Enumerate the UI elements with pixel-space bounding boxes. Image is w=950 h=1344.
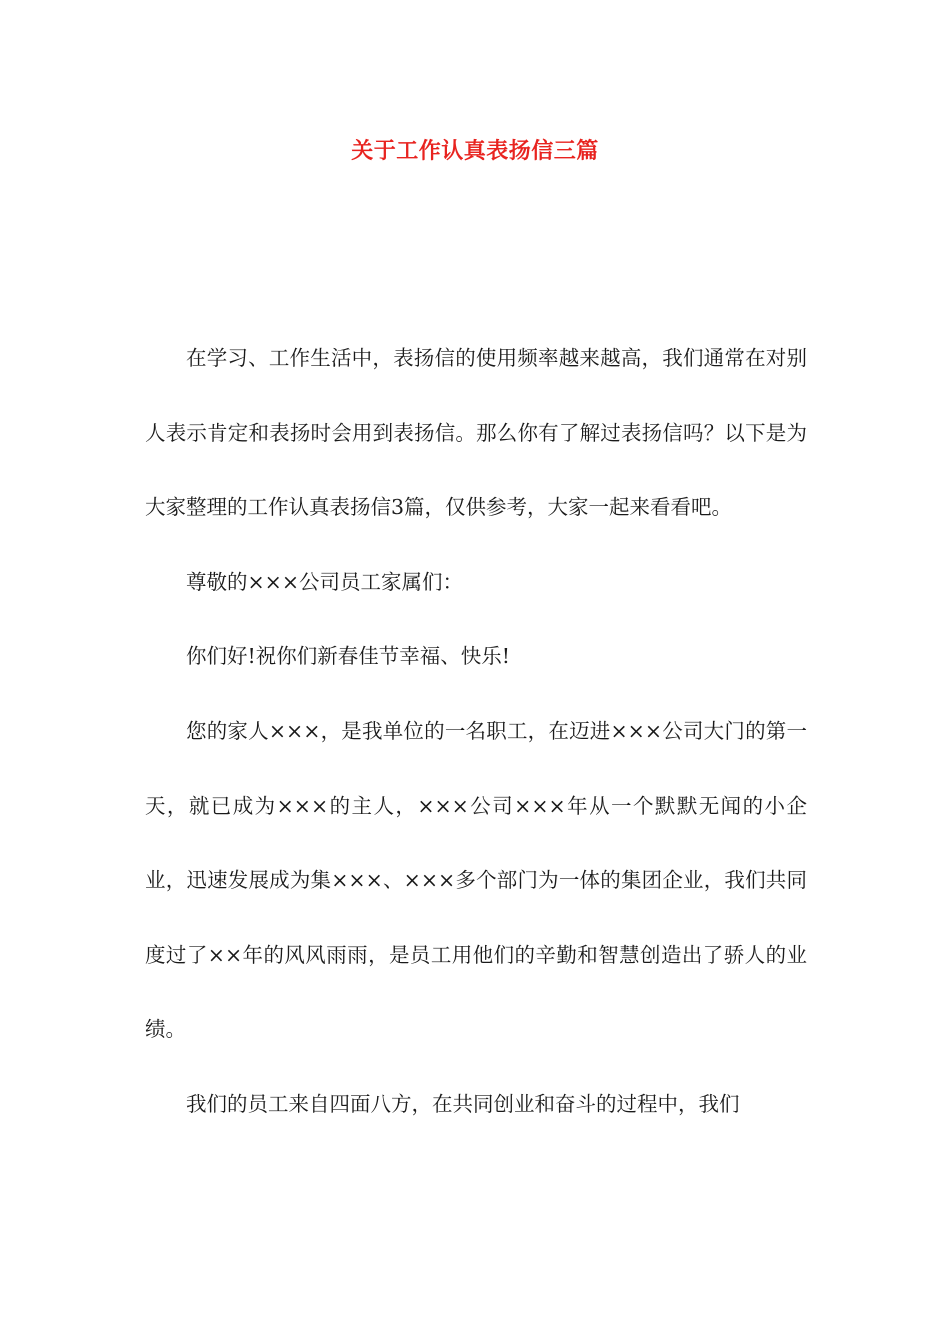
paragraph-intro: 在学习、工作生活中，表扬信的使用频率越来越高，我们通常在对别人表示肯定和表扬时会用到表扬信。那么你有了解过表扬信吗？以下是为大家整理的工作认真表扬信3篇，仅供参考，大家一起来看看吧。 — [145, 346, 807, 520]
document-body — [145, 321, 807, 1142]
paragraph-employees-origin: 我们的员工来自四面八方，在共同创业和奋斗的过程中，我们 — [186, 1091, 740, 1116]
document-title: 关于工作认真表扬信三篇 — [351, 139, 599, 164]
paragraph-employee-history: 您的家人×××，是我单位的一名职工，在迈进×××公司大门的第一天，就已成为×××的主人，×××公司×××年从一个默默无闻的小企业，迅速发展成为集×××、×××多个部门为一体的集团企业，我们共同度过了××年的风风雨雨，是员工用他们的辛勤和智慧创造出了骄人的业绩。 — [145, 718, 807, 1042]
paragraph-greeting: 你们好!祝你们新春佳节幸福、快乐! — [186, 644, 510, 669]
paragraph-salutation: 尊敬的×××公司员工家属们： — [186, 569, 464, 594]
